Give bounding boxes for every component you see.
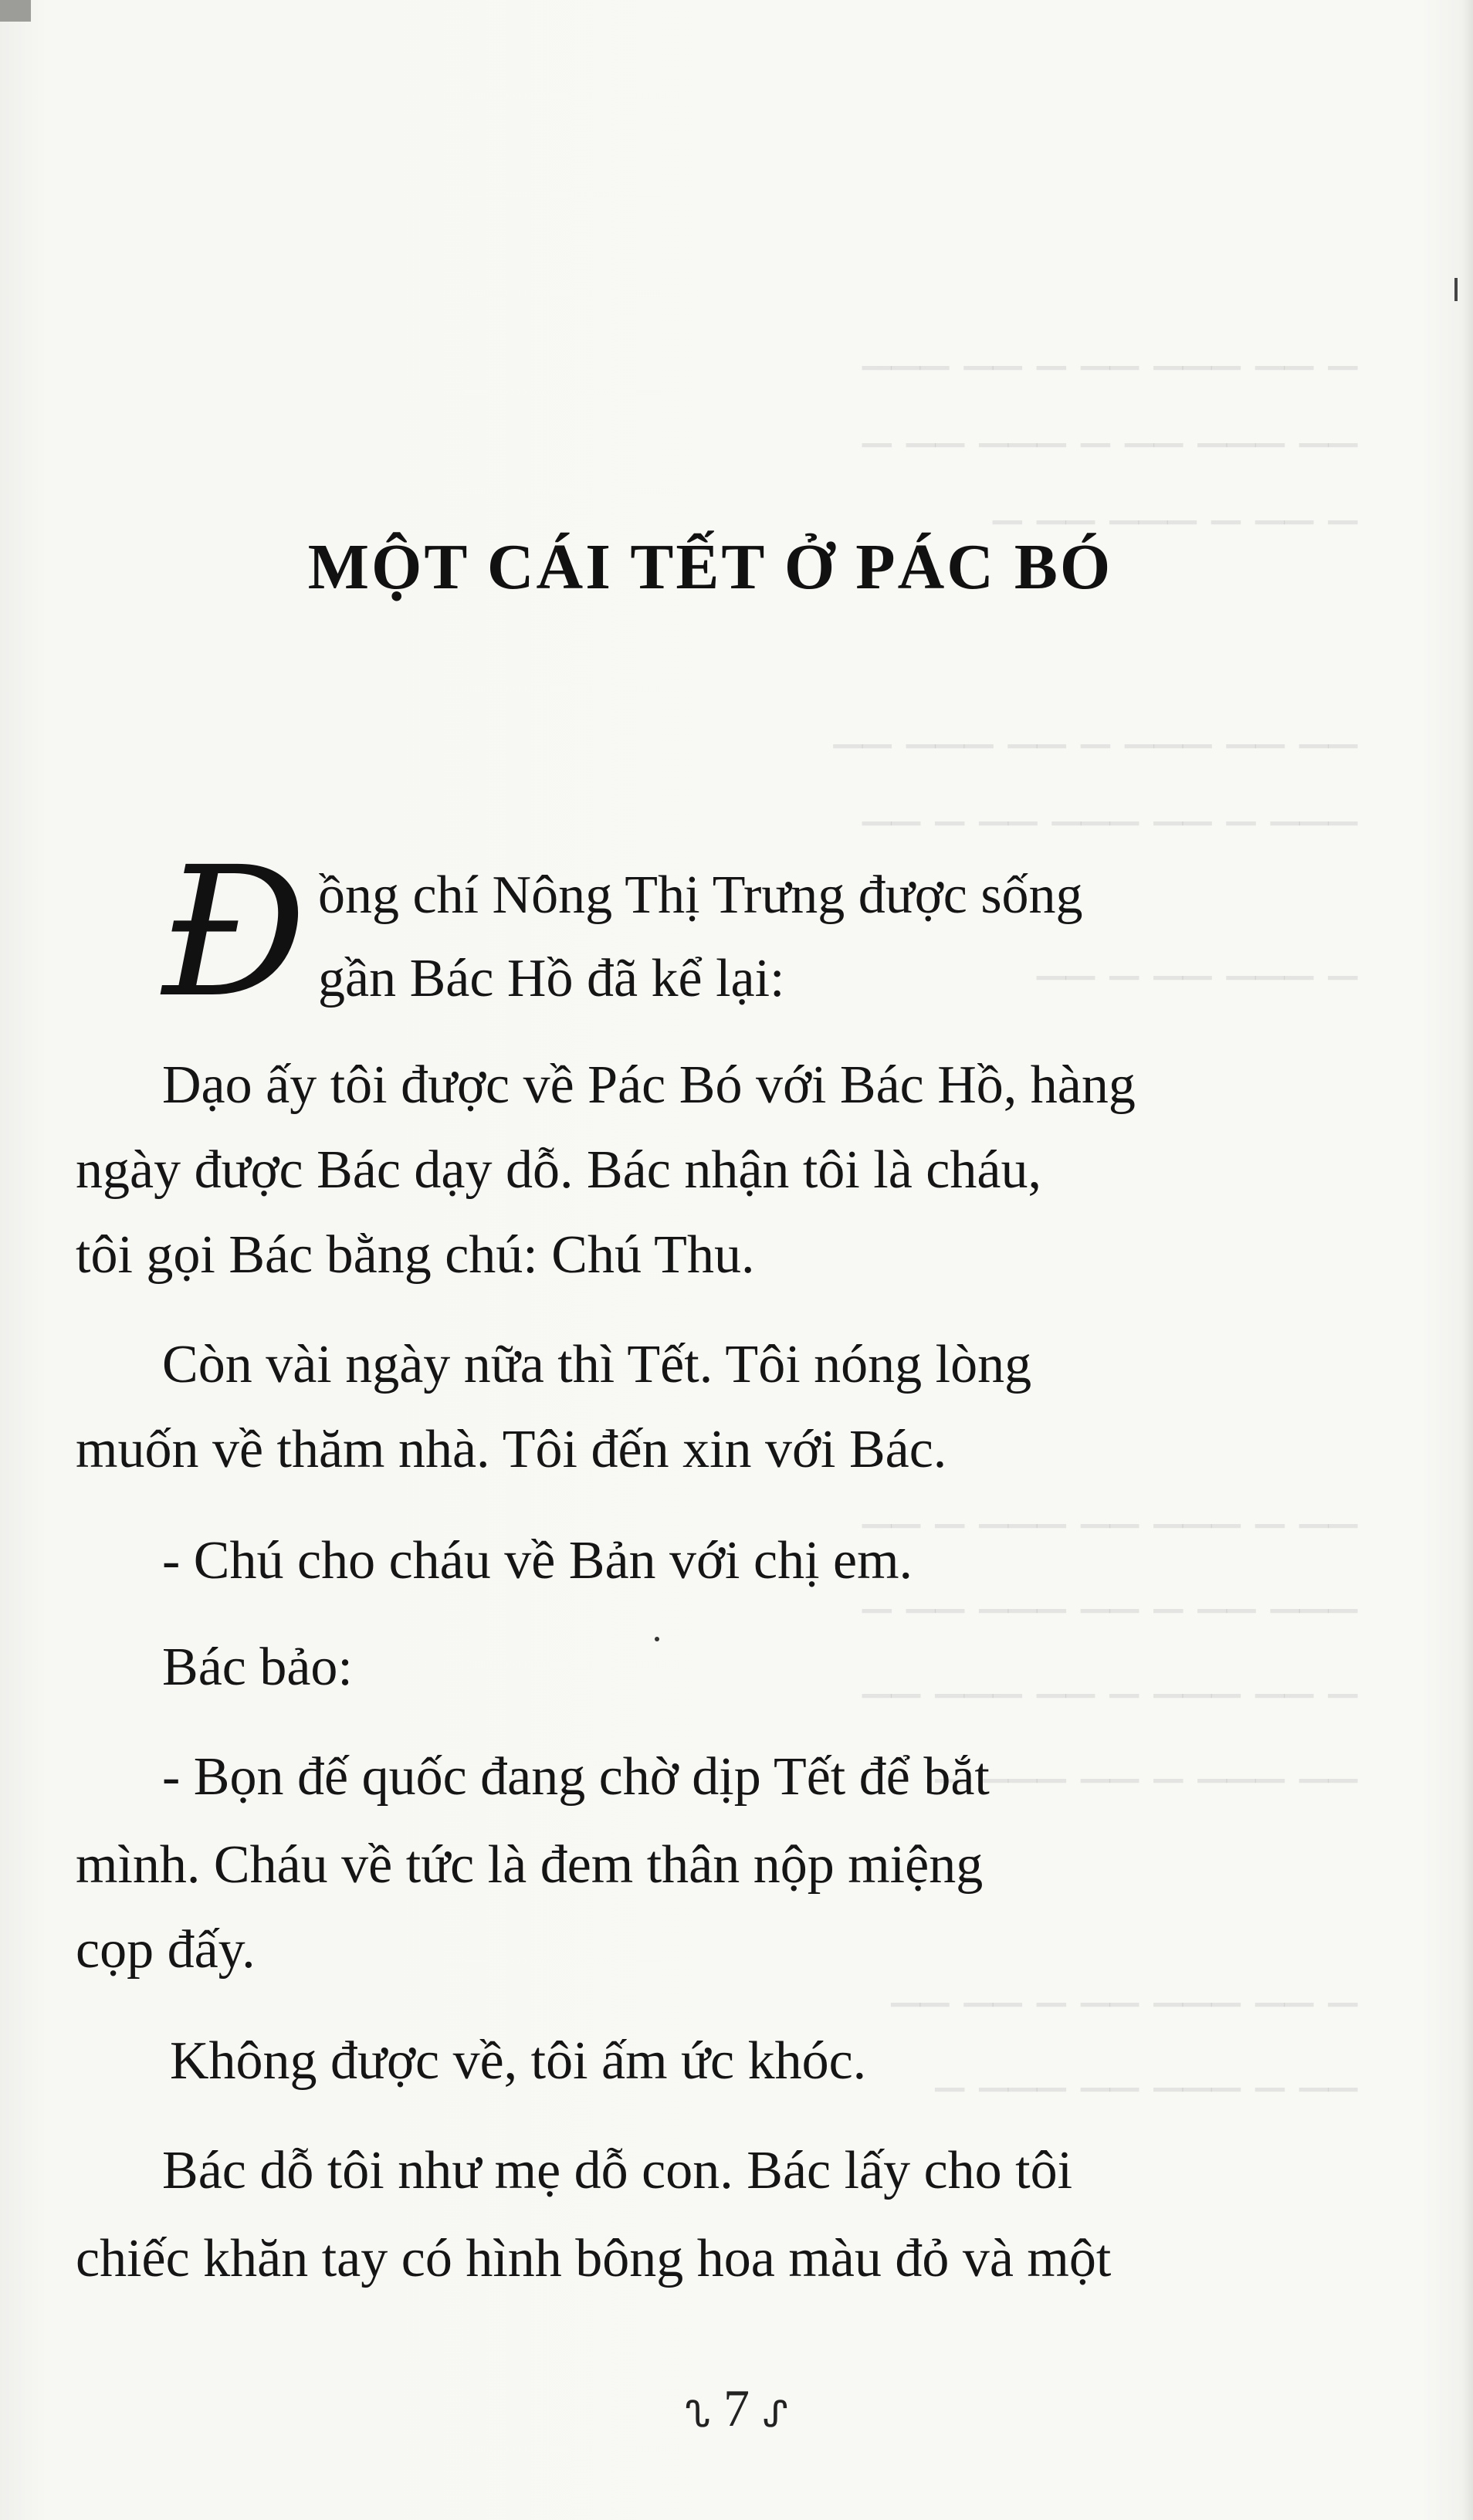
text-line: Bác dỗ tôi như mẹ dỗ con. Bác lấy cho tôi [162,2141,1073,2200]
text-line: tôi gọi Bác bằng chú: Chú Thu. [76,1225,755,1285]
text-line: Không được về, tôi ấm ức khóc. [170,2031,867,2091]
chapter-title: MỘT CÁI TẾT Ở PÁC BÓ [307,531,1113,603]
text-line: gần Bác Hồ đã kể lại: [318,949,785,1008]
text-line: - Bọn đế quốc đang chờ dịp Tết để bắt [162,1747,990,1807]
text-line: Bác bảo: [162,1638,353,1697]
text-line: ngày được Bác dạy dỗ. Bác nhận tôi là cháu, [76,1140,1041,1200]
ornament-right-icon: ᔑ [763,2393,788,2435]
text-line: cọp đấy. [76,1920,256,1980]
text-line: Dạo ấy tôi được về Pác Bó với Bác Hồ, hàng [162,1055,1136,1115]
page-footer [0,2378,1473,2439]
text-line: - Chú cho cháu về Bản với chị em. [162,1531,913,1590]
text-line: Còn vài ngày nữa thì Tết. Tôi nóng lòng [162,1335,1032,1394]
scan-corner [0,0,31,22]
page-edge-shadow [1462,0,1473,2520]
print-speck [655,1637,659,1641]
drop-cap: Đ [162,828,307,1037]
ornament-left-icon: ᔐ [685,2393,710,2435]
text-line: ồng chí Nông Thị Trưng được sống [318,865,1083,925]
text-line: chiếc khăn tay có hình bông hoa màu đỏ và một [76,2229,1112,2288]
show-through-texture: ─ ── ─── ── ─ ── ─── ── ─── ── ─ ─── ── ─ ─ ── ─ ─── ── ─ ── ── ─── ─ ── ─── ── ─── ─ ── ─── ── ─ ── ─ ─── ── ─ ── ── ─ ─── ── ─── ─ ── ─── ── ─ ── ─── ── ─ ─ ── ─── ─ ── ─── ── ── ─── ─ ── ─── ─ ─ ── ─── ── ─ ── ── ── ─ ─── ── ─── ─ [833,340,1357,2118]
edge-mark [1454,278,1458,301]
text-line: mình. Cháu về tức là đem thân nộp miệng [76,1835,984,1895]
page-number: 7 [723,2379,750,2437]
text-line: muốn về thăm nhà. Tôi đến xin với Bác. [76,1420,947,1479]
